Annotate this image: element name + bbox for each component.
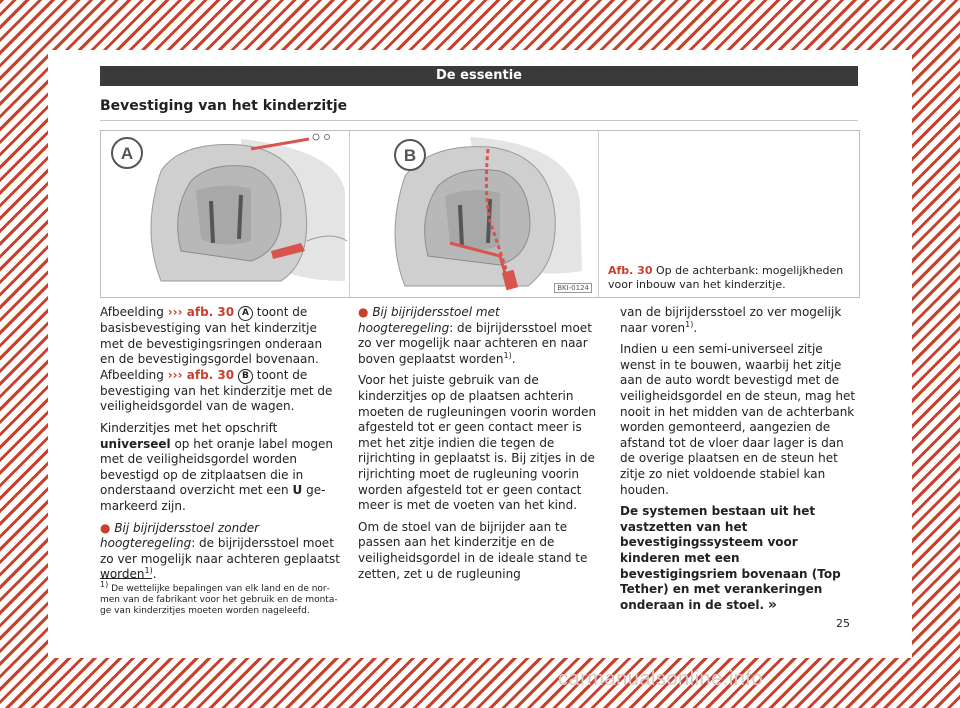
chapter-header: De essentie (100, 66, 858, 86)
bold-text: U (292, 483, 303, 498)
caption-ref: Afb. 30 (608, 264, 653, 277)
bold-text: universeel (100, 436, 171, 451)
callout-a: A (238, 306, 253, 321)
text: op het oranje label mogen met de veiligheidsgordel worden bevestigd op de zitplaatsen die in onderstaand overzicht met een (100, 436, 333, 498)
text: toont de basisbevestiging van het kinderzitje met de bevestigingsringen onderaan en de bevestigingsgordel bovenaan. Afbeelding (100, 305, 323, 382)
title-divider (100, 120, 858, 121)
figure-link[interactable]: ››› afb. 30 (167, 305, 235, 319)
text: . (152, 567, 157, 582)
paragraph: Om de stoel van de bijrijder aan te passen aan het kinderzitje en de veiligheidsgordel in de ideale stand te zetten, zet u de rugleuning (358, 519, 588, 581)
footnote-marker: 1) (100, 580, 109, 589)
paragraph (100, 305, 340, 415)
illustration-b (350, 131, 599, 297)
text: . (693, 320, 698, 335)
footnote (100, 580, 340, 617)
footnote-text: De wettelijke bepalingen van elk land en de normen van de fabrikant voor het gebruik en de montage van kinderzitjes moeten worden nageleefd. (100, 584, 338, 616)
bullet-icon: ● (100, 520, 111, 535)
text: van de bijrijdersstoel zo ver mogelijk naar voren (620, 305, 842, 335)
manual-page (48, 50, 912, 658)
paragraph: Voor het juiste gebruik van de kinderzitjes op de plaatsen achterin moeten de rugleuningen voorin worden afgesteld tot er geen contact meer is met het zitje indien die tegen de rijrichting in geplaatst is. Bij zitjes in de rijrichting moet de rugleuning voorin worden afgesteld tot er geen contact meer is met de voeten van het kind. (358, 373, 597, 513)
text: : de bijrijdersstoel moet zo ver mogelijk naar achteren geplaatst worden (100, 536, 340, 582)
child-seat-isofix-illustration (101, 131, 349, 297)
footnote-divider (100, 578, 152, 579)
bullet-icon: ● (358, 305, 369, 319)
text: Afbeelding (100, 305, 164, 319)
continue-icon: » (767, 596, 777, 613)
paragraph (620, 305, 860, 336)
text: Kinderzitjes met het opschrift (100, 420, 278, 435)
text: : de bijrijdersstoel moet zo ver mogelijk naar achteren en naar boven geplaatst worden (358, 320, 592, 366)
footnote-marker: 1) (685, 319, 694, 329)
caption-text: Op de achterbank: mogelijkheden voor inbouw van het kinderzitje. (608, 264, 844, 291)
child-seat-belt-illustration (350, 131, 598, 297)
figure-link[interactable]: ››› afb. 30 (167, 367, 235, 382)
text: gemarkeerd zijn. (100, 483, 326, 513)
paragraph (100, 421, 340, 515)
paragraph (620, 504, 860, 613)
italic-text: Bij bijrijdersstoel zonder hoogteregeling (100, 520, 260, 551)
figure-code: BKI-0124 (554, 283, 592, 293)
text: . (511, 351, 516, 366)
footnote-marker: 1) (144, 566, 153, 576)
text: toont de bevestiging van het kinderzitje met de veiligheidsgordel van de wagen. (100, 367, 333, 414)
text-column-1 (100, 305, 340, 589)
figure-caption (608, 264, 848, 292)
illustration-a (101, 131, 350, 297)
page-number: 25 (836, 617, 850, 630)
watermark: carmanualsonline.info (558, 668, 764, 690)
text-column-3 (620, 305, 860, 619)
bold-text: De systemen bestaan uit het vastzetten van het bevestigingssysteem voor kinderen met een bevestigingsriem bovenaan (Top Tether) en met verankeringen onderaan in de stoel. (620, 504, 841, 612)
callout-b: B (238, 369, 253, 384)
bullet-item (100, 521, 340, 583)
footnote-marker: 1) (503, 350, 512, 360)
italic-text: Bij bijrijdersstoel met hoogteregeling (358, 305, 500, 335)
bullet-item (358, 305, 598, 367)
figure-label-b: B (403, 146, 417, 165)
section-title: Bevestiging van het kinderzitje (100, 98, 348, 114)
figure-30 (100, 130, 860, 298)
figure-label-a: A (120, 144, 134, 163)
paragraph: Indien u een semi-universeel zitje wenst in te bouwen, waarbij het zitje aan de auto wordt bevestigd met de veiligheidsgordel en de steun, mag het nooit in het midden van de achterbank worden gemonteerd, aangezien de afstand tot de vloer daar lager is dan de overige plaatsen en de steun het zitje zo niet voldoende stabiel kan houden. (620, 342, 856, 497)
text-column-2 (358, 305, 598, 588)
